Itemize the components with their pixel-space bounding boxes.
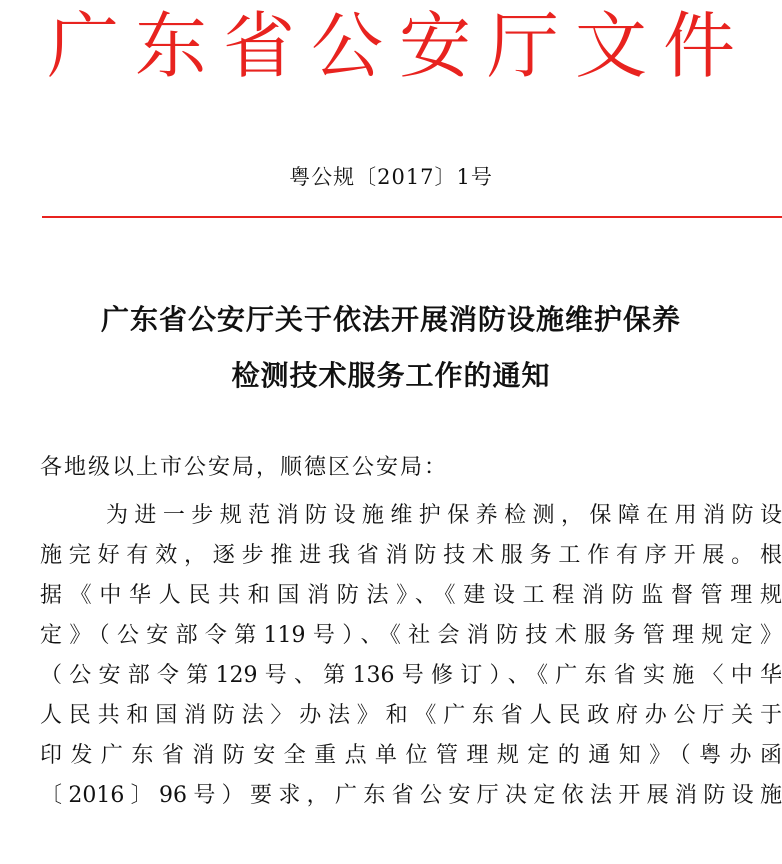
body-line: 施完好有效，逐步推进我省消防技术服务工作有序开展。根	[40, 543, 782, 568]
body-line: 〔2016〕96号）要求，广东省公安厅决定依法开展消防设施	[40, 783, 782, 808]
body-line: 为进一步规范消防设施维护保养检测，保障在用消防设	[106, 503, 782, 528]
body-line: 据《中华人民共和国消防法》、《建设工程消防监督管理规	[40, 583, 782, 608]
red-separator-line	[42, 216, 782, 218]
body-line: 人民共和国消防法〉办法》和《广东省人民政府办公厅关于	[40, 703, 782, 728]
document-number: 粤公规〔2017〕1号	[289, 165, 493, 189]
document-title	[0, 292, 782, 404]
issuer-header: 广东省公安厅文件	[46, 4, 751, 88]
document-title-line-1: 广东省公安厅关于依法开展消防设施维护保养	[100, 303, 681, 336]
body-line: 印发广东省消防安全重点单位管理规定的通知》（粤办函	[40, 743, 782, 768]
salutation: 各地级以上市公安局，顺德区公安局：	[40, 455, 449, 480]
document-title-line-2: 检测技术服务工作的通知	[231, 359, 551, 392]
body-line: 定》（公安部令第119号）、《社会消防技术服务管理规定》	[40, 623, 782, 648]
body-line: （公安部令第129号、第136号修订）、《广东省实施〈中华	[40, 663, 782, 688]
body-text	[40, 496, 782, 816]
